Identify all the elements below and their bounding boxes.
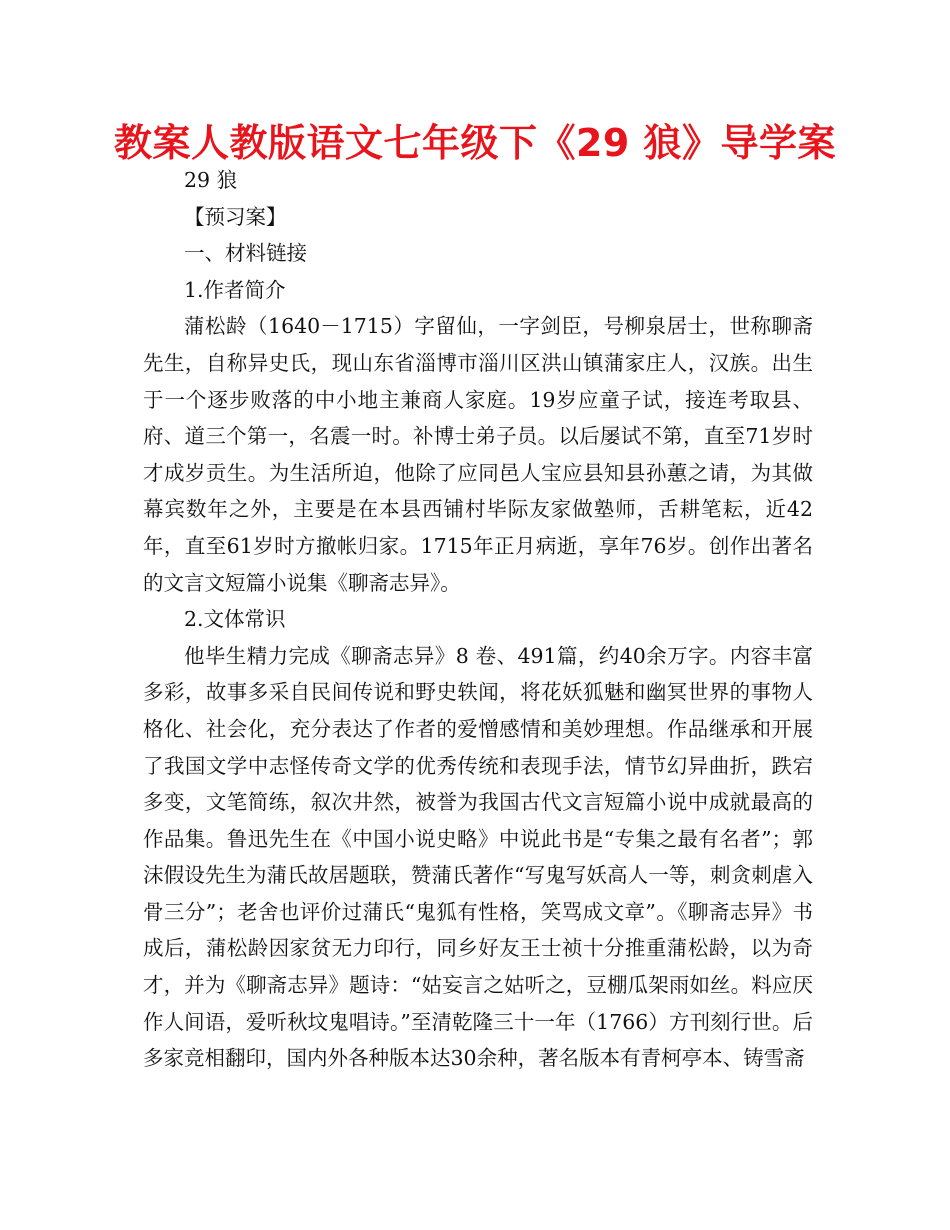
- genre-paragraph: 他毕生精力完成《聊斋志异》8 卷、491篇，约40余万字。内容丰富多彩，故事多采自民间传说和野史轶闻，将花妖狐魅和幽冥世界的事物人格化、社会化，充分表达了作者的爱憎感情和美妙理想。作品继承和开展了我国文学中志怪传奇文学的优秀传统和表现手法，情节幻异曲折，跌宕多变，文笔简练，叙次井然，被誉为我国古代文言短篇小说中成就最高的作品集。鲁迅先生在《中国小说史略》中说此书是“专集之最有名者”；郭沫假设先生为蒲氏故居题联，赞蒲氏著作“写鬼写妖高人一等，刺贪刺虐入骨三分”；老舍也评价过蒲氏“鬼狐有性格，笑骂成文章”。《聊斋志异》书成后，蒲松龄因家贫无力印行，同乡好友王士祯十分推重蒲松龄，以为奇才，并为《聊斋志异》题诗：“姑妄言之姑听之，豆棚瓜架雨如丝。料应厌作人间语，爱听秋坟鬼唱诗。”至清乾隆三十一年（1766）方刊刻行世。后多家竞相翻印，国内外各种版本达30余种，著名版本有青柯亭本、铸雪斋: [143, 643, 813, 1071]
- document-body: [143, 162, 813, 1077]
- subsection-heading-materials: 一、材料链接: [184, 241, 307, 266]
- item-heading-genre: 2.文体常识: [184, 607, 286, 632]
- item-heading-author: 1.作者简介: [184, 277, 286, 302]
- author-paragraph: 蒲松龄（1640－1715）字留仙，一字剑臣，号柳泉居士，世称聊斋先生，自称异史氏，现山东省淄博市淄川区洪山镇蒲家庄人，汉族。出生于一个逐步败落的中小地主兼商人家庭。19岁应童子试，接连考取县、府、道三个第一，名震一时。补博士弟子员。以后屡试不第，直至71岁时才成岁贡生。为生活所迫，他除了应同邑人宝应县知县孙蕙之请，为其做幕宾数年之外，主要是在本县西铺村毕际友家做塾师，舌耕笔耘，近42年，直至61岁时方撤帐归家。1715年正月病逝，享年76岁。创作出著名的文言文短篇小说集《聊斋志异》。: [143, 314, 813, 595]
- document-title: 教案人教版语文七年级下《29 狼》导学案: [113, 121, 837, 165]
- lesson-heading: 29 狼: [184, 168, 238, 192]
- section-heading-preview: 【预习案】: [184, 204, 287, 229]
